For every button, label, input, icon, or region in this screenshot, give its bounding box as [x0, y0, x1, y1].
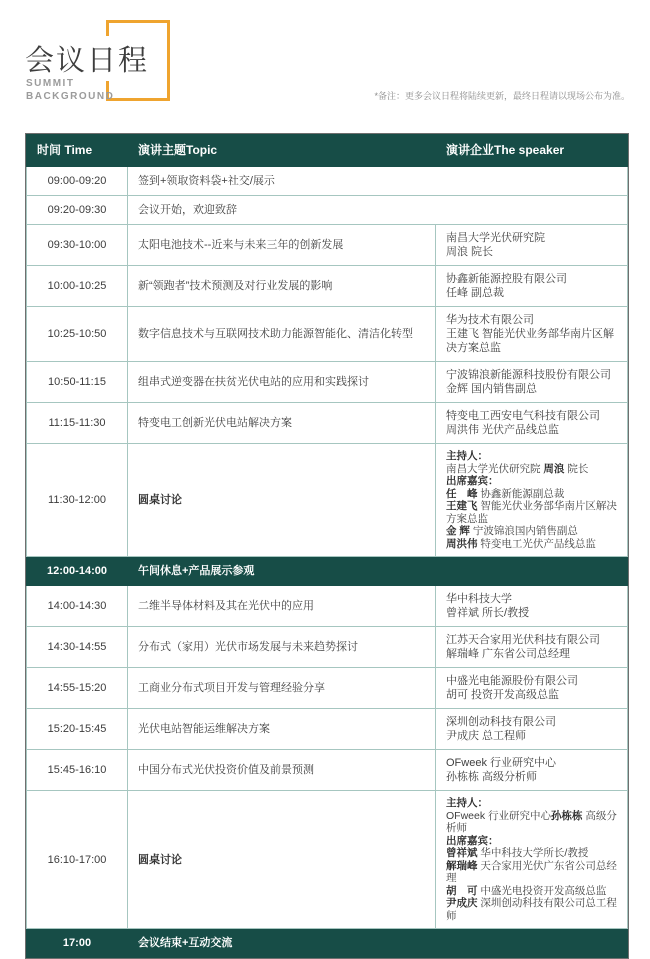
- topic-cell: 签到+领取资料袋+社交/展示: [128, 167, 628, 196]
- panel-line: [446, 885, 617, 898]
- speaker-cell: [436, 266, 628, 307]
- agenda-head: [27, 135, 628, 167]
- speaker-name: 孙栋栋 高级分析师: [446, 771, 538, 783]
- agenda-row: [27, 362, 628, 403]
- column-header-topic: 演讲主题Topic: [128, 135, 436, 167]
- person-name: 金 辉: [446, 525, 470, 537]
- speaker-cell: [436, 307, 628, 362]
- agenda-row: [27, 709, 628, 750]
- org-name: 江苏天合家用光伏科技有限公司: [446, 634, 600, 646]
- time-cell: 16:10-17:00: [27, 791, 128, 929]
- org-name: 南昌大学光伏研究院: [446, 232, 545, 244]
- person-name: 出席嘉宾：: [446, 834, 499, 847]
- speaker-cell: [436, 750, 628, 791]
- panel-text: OFweek 行业研究中心: [446, 809, 552, 822]
- page-header: [0, 0, 650, 133]
- panel-line: [446, 835, 617, 848]
- section-row: [27, 557, 628, 586]
- time-cell: 15:45-16:10: [27, 750, 128, 791]
- org-name: 华为技术有限公司: [446, 314, 534, 326]
- org-name: 宁波锦浪新能源科技股份有限公司: [446, 369, 611, 381]
- speaker-name: 王建飞 智能光伏业务部华南片区解决方案总监: [446, 328, 615, 354]
- agenda-body: [27, 167, 628, 958]
- panel-line: [446, 463, 617, 476]
- panel-text: 协鑫新能源副总裁: [477, 487, 565, 500]
- time-cell: 14:30-14:55: [27, 627, 128, 668]
- agenda-row: [27, 627, 628, 668]
- time-cell: 09:20-09:30: [27, 196, 128, 225]
- person-name: 解瑞峰: [446, 859, 478, 872]
- agenda-row: [27, 403, 628, 444]
- topic-cell: 午间休息+产品展示参观: [128, 557, 628, 586]
- topic-cell: 数字信息技术与互联网技术助力能源智能化、清洁化转型: [128, 307, 436, 362]
- panel-text: 宁波锦浪国内销售副总: [469, 525, 578, 537]
- panel-text: 天合家用光伏广东省公司总经理: [446, 859, 617, 884]
- time-cell: 10:25-10:50: [27, 307, 128, 362]
- person-name: 出席嘉宾：: [446, 475, 499, 487]
- panel-line: [446, 450, 617, 463]
- agenda-row: [27, 586, 628, 627]
- person-name: 孙栋栋: [551, 809, 583, 822]
- org-name: 深圳创动科技有限公司: [446, 716, 556, 728]
- speaker-cell: [436, 627, 628, 668]
- panel-line: [446, 475, 617, 488]
- speaker-cell: [436, 444, 628, 557]
- org-name: 协鑫新能源控股有限公司: [446, 273, 567, 285]
- panel-text: 深圳创动科技有限公司总工程师: [446, 897, 617, 922]
- speaker-cell: [436, 668, 628, 709]
- topic-cell: 会议开始，欢迎致辞: [128, 196, 628, 225]
- panel-line: [446, 488, 617, 501]
- agenda-table-wrap: [25, 133, 629, 959]
- time-cell: 12:00-14:00: [27, 557, 128, 586]
- topic-cell: 新“领跑者”技术预测及对行业发展的影响: [128, 266, 436, 307]
- panel-text: 华中科技大学所长/教授: [477, 847, 589, 859]
- panel-text: 中盛光电投资开发高级总监: [477, 884, 607, 897]
- column-header-time: 时间 Time: [27, 135, 128, 167]
- speaker-name: 金辉 国内销售副总: [446, 383, 538, 395]
- person-name: 主持人：: [446, 797, 488, 809]
- speaker-cell: [436, 586, 628, 627]
- agenda-table: [26, 134, 628, 958]
- panel-text: 院长: [564, 462, 589, 475]
- time-cell: 14:55-15:20: [27, 668, 128, 709]
- speaker-cell: [436, 403, 628, 444]
- person-name: 周洪伟: [446, 537, 478, 550]
- panel-text: 智能光伏业务部华南片区解决方案总监: [446, 500, 617, 525]
- topic-cell: 特变电工创新光伏电站解决方案: [128, 403, 436, 444]
- agenda-row: [27, 167, 628, 196]
- panel-line: [446, 500, 617, 525]
- agenda-row: [27, 668, 628, 709]
- table-header-row: [27, 135, 628, 167]
- topic-cell: 圆桌讨论: [128, 444, 436, 557]
- org-name: 华中科技大学: [446, 593, 512, 605]
- person-name: 胡 可: [446, 884, 478, 897]
- speaker-name: 任峰 副总裁: [446, 287, 505, 299]
- speaker-name: 胡可 投资开发高级总监: [446, 689, 560, 701]
- org-name: 中盛光电能源股份有限公司: [446, 675, 578, 687]
- speaker-name: 周浪 院长: [446, 246, 494, 258]
- topic-cell: 圆桌讨论: [128, 791, 436, 929]
- subtitle-line-1: SUMMIT: [26, 78, 75, 89]
- agenda-row: [27, 791, 628, 929]
- time-cell: 11:30-12:00: [27, 444, 128, 557]
- speaker-cell: [436, 709, 628, 750]
- time-cell: 10:00-10:25: [27, 266, 128, 307]
- speaker-name: 周洪伟 光伏产品线总监: [446, 424, 560, 436]
- person-name: 尹成庆: [446, 897, 478, 909]
- agenda-row: [27, 196, 628, 225]
- subtitle-line-2: BACKGROUND: [26, 91, 115, 102]
- topic-cell: 太阳电池技术--近来与未来三年的创新发展: [128, 225, 436, 266]
- speaker-name: 曾祥斌 所长/教授: [446, 607, 530, 619]
- person-name: 曾祥斌: [446, 847, 478, 859]
- topic-cell: 工商业分布式项目开发与管理经验分享: [128, 668, 436, 709]
- topic-cell: 会议结束+互动交流: [128, 929, 628, 958]
- time-cell: 14:00-14:30: [27, 586, 128, 627]
- agenda-row: [27, 750, 628, 791]
- topic-cell: 组串式逆变器在扶贫光伏电站的应用和实践探讨: [128, 362, 436, 403]
- time-cell: 09:00-09:20: [27, 167, 128, 196]
- panel-text: 高级分析师: [446, 809, 617, 834]
- time-cell: 09:30-10:00: [27, 225, 128, 266]
- person-name: 王建飞: [446, 500, 478, 512]
- schedule-note: *备注：更多会议日程将陆续更新，最终日程请以现场公布为准。: [374, 91, 630, 101]
- agenda-row: [27, 444, 628, 557]
- org-name: 特变电工西安电气科技有限公司: [446, 410, 600, 422]
- org-name: OFweek 行业研究中心: [446, 757, 557, 769]
- panel-text: 南昌大学光伏研究院: [446, 462, 544, 475]
- panel-line: [446, 538, 617, 551]
- topic-cell: 中国分布式光伏投资价值及前景预测: [128, 750, 436, 791]
- time-cell: 17:00: [27, 929, 128, 958]
- person-name: 周浪: [543, 462, 565, 475]
- column-header-speaker: 演讲企业The speaker: [436, 135, 628, 167]
- person-name: 主持人：: [446, 450, 488, 462]
- time-cell: 15:20-15:45: [27, 709, 128, 750]
- time-cell: 11:15-11:30: [27, 403, 128, 444]
- time-cell: 10:50-11:15: [27, 362, 128, 403]
- page-subtitle: [26, 77, 114, 103]
- section-row: [27, 929, 628, 958]
- panel-line: [446, 847, 617, 860]
- person-name: 任 峰: [446, 487, 478, 500]
- topic-cell: 分布式（家用）光伏市场发展与未来趋势探讨: [128, 627, 436, 668]
- page-title: 会议日程: [25, 36, 159, 81]
- speaker-name: 尹成庆 总工程师: [446, 730, 527, 742]
- speaker-cell: [436, 791, 628, 929]
- topic-cell: 光伏电站智能运维解决方案: [128, 709, 436, 750]
- panel-line: [446, 810, 617, 835]
- speaker-cell: [436, 362, 628, 403]
- panel-line: [446, 860, 617, 885]
- topic-cell: 二维半导体材料及其在光伏中的应用: [128, 586, 436, 627]
- speaker-name: 解瑞峰 广东省公司总经理: [446, 648, 571, 660]
- agenda-row: [27, 266, 628, 307]
- panel-text: 特变电工光伏产品线总监: [477, 537, 596, 550]
- panel-line: [446, 897, 617, 922]
- panel-line: [446, 797, 617, 810]
- panel-line: [446, 525, 617, 538]
- agenda-row: [27, 225, 628, 266]
- agenda-row: [27, 307, 628, 362]
- speaker-cell: [436, 225, 628, 266]
